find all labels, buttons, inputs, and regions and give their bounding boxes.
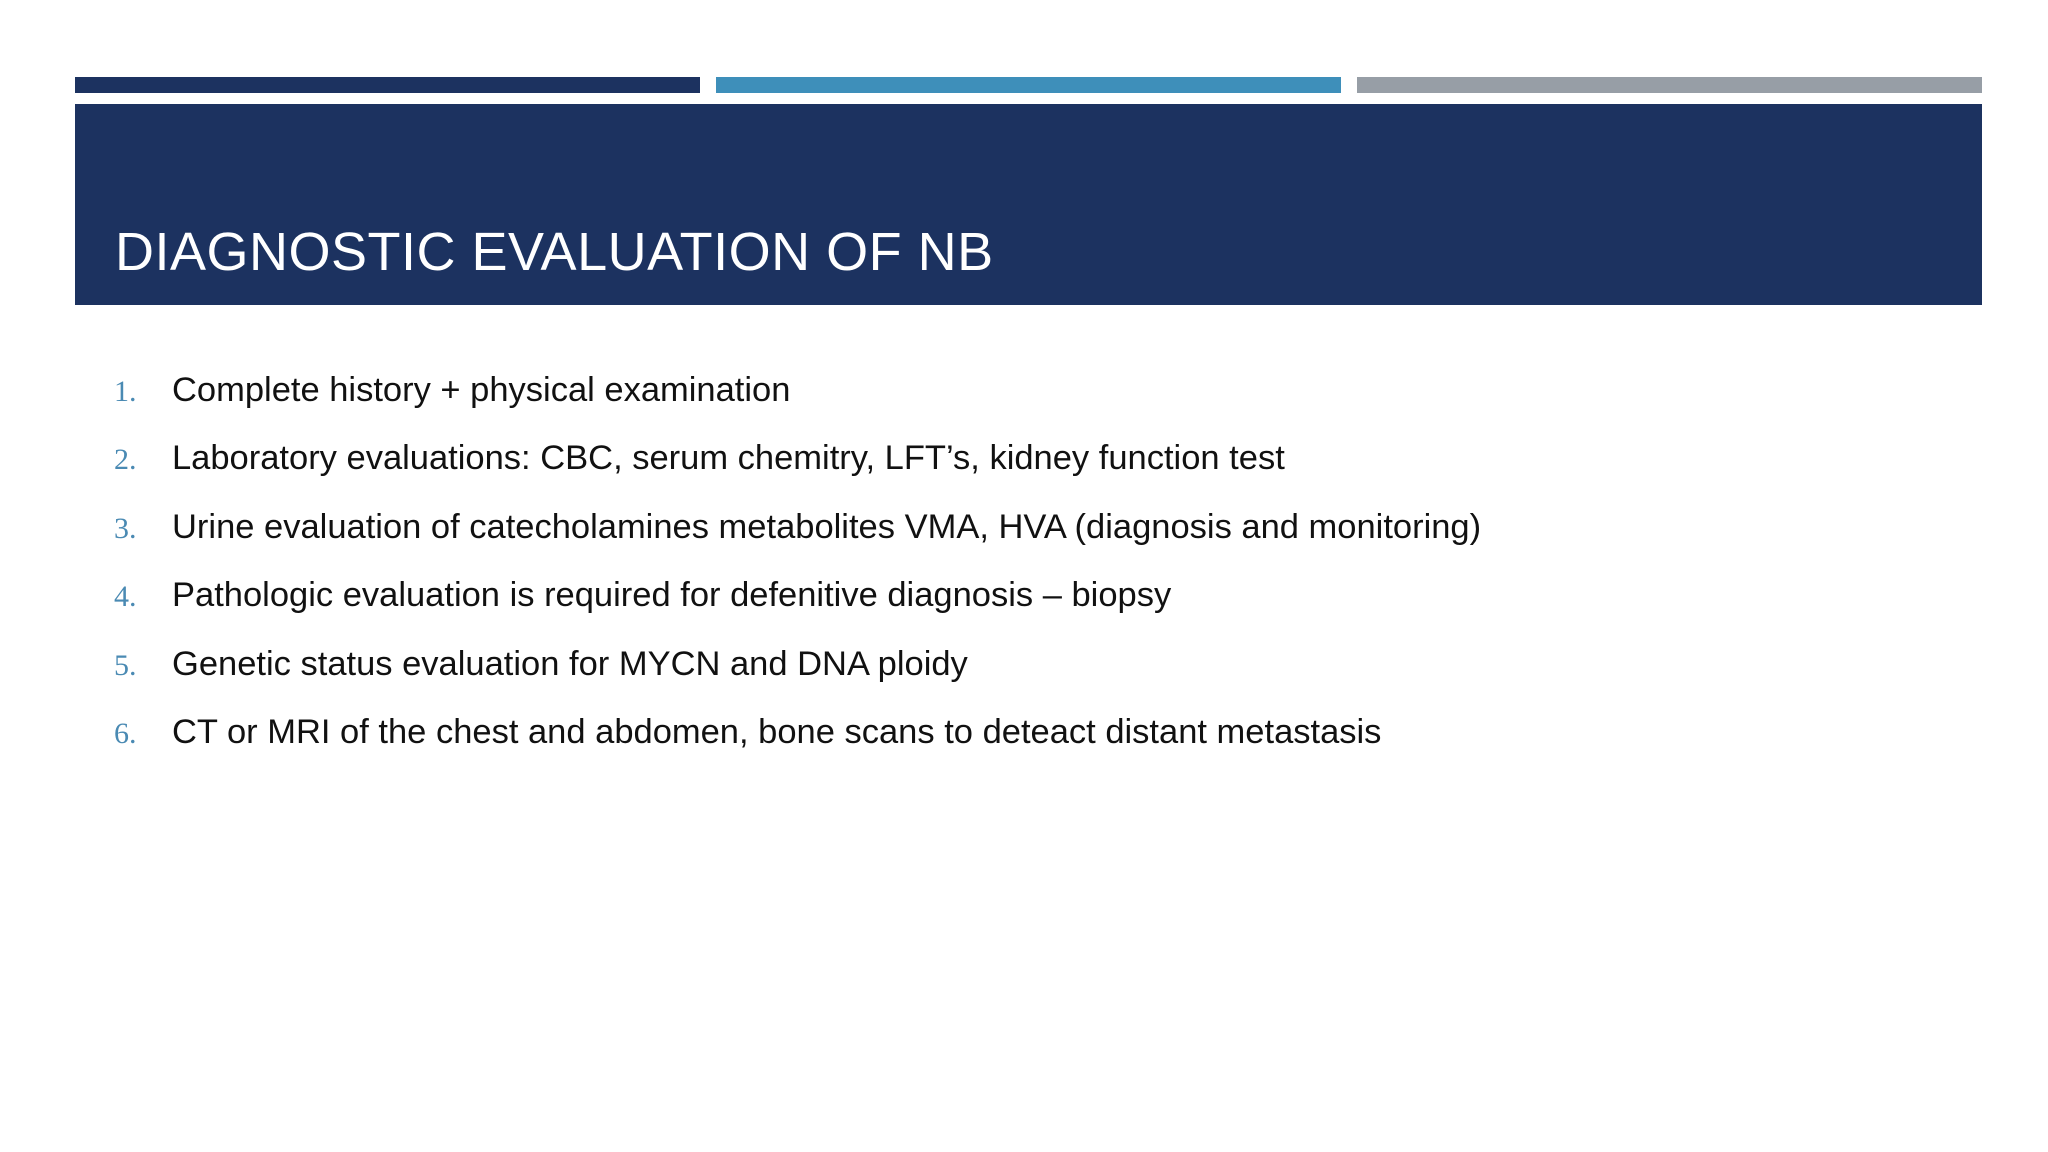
accent-bar-light-blue (716, 77, 1341, 93)
list-item (114, 441, 1954, 509)
list-item (114, 578, 1954, 646)
list-item-text: Laboratory evaluations: CBC, serum chemitry, LFT’s, kidney function test (172, 439, 1285, 478)
list-item-number: 4. (114, 580, 137, 614)
list-item-text: Complete history + physical examination (172, 371, 791, 409)
list-item (114, 644, 1954, 715)
list-item (114, 507, 1954, 578)
accent-bar-gray (1357, 77, 1982, 93)
title-band (75, 104, 1982, 305)
list-item-text: CT or MRI of the chest and abdomen, bone scans to deteact distant metastasis (172, 712, 1382, 751)
list-item-number: 3. (114, 511, 137, 545)
list-item-text: Urine evaluation of catecholamines metabolites VMA, HVA (diagnosis and monitoring) (172, 507, 1482, 546)
list-item-number: 5. (114, 648, 137, 682)
list-item (114, 373, 1954, 441)
list-item-number: 2. (114, 443, 137, 477)
list-item (114, 712, 1954, 783)
slide-title: DIAGNOSTIC EVALUATION OF NB (115, 222, 994, 282)
list-item-text: Pathologic evaluation is required for defenitive diagnosis – biopsy (172, 576, 1172, 615)
list-item-number: 6. (114, 716, 137, 750)
list-item-text: Genetic status evaluation for MYCN and DNA ploidy (172, 644, 968, 683)
list-item-number: 1. (114, 375, 137, 408)
numbered-list (114, 373, 1954, 783)
accent-bar-dark-blue (75, 77, 700, 93)
